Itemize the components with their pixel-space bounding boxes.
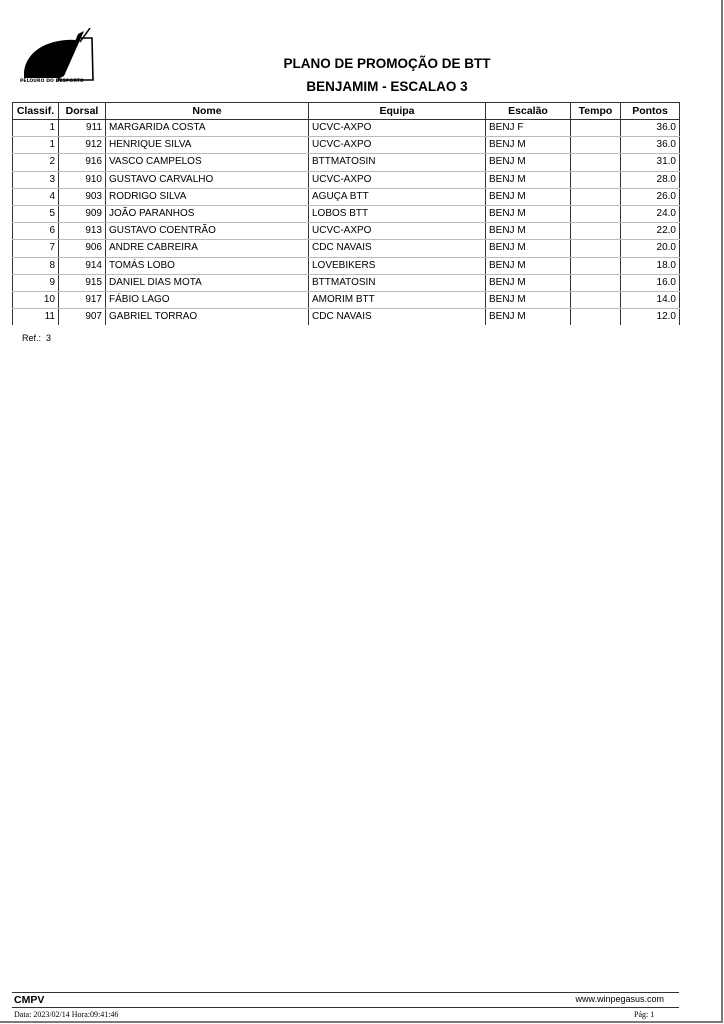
cell-pontos: 20.0 [621,240,680,257]
table-row [13,274,680,291]
cell-pontos: 36.0 [621,120,680,137]
cell-equipa: BTTMATOSIN [309,154,486,171]
cell-tempo [571,154,621,171]
cell-tempo [571,120,621,137]
table-row [13,205,680,222]
table-row [13,171,680,188]
cell-nome: DANIEL DIAS MOTA [106,274,309,291]
cell-tempo [571,257,621,274]
cell-equipa: UCVC-AXPO [309,137,486,154]
cell-nome: GABRIEL TORRAO [106,309,309,326]
cell-classif: 2 [13,154,59,171]
cell-nome: FÁBIO LAGO [106,291,309,308]
cell-pontos: 24.0 [621,205,680,222]
cell-nome: JOÃO PARANHOS [106,205,309,222]
cell-nome: RODRIGO SILVA [106,188,309,205]
cell-equipa: AGUÇA BTT [309,188,486,205]
cell-classif: 6 [13,223,59,240]
cell-pontos: 16.0 [621,274,680,291]
cell-nome: TOMÁS LOBO [106,257,309,274]
footer-divider-bottom [12,1007,679,1008]
table-row [13,137,680,154]
cell-classif: 3 [13,171,59,188]
results-table [12,102,680,325]
page-subtitle: BENJAMIM - ESCALAO 3 [306,79,468,94]
cell-equipa: UCVC-AXPO [309,223,486,240]
logo-text: PELOURO DO DESPORTO [20,79,84,84]
cell-dorsal: 909 [59,205,106,222]
cell-equipa: BTTMATOSIN [309,274,486,291]
cell-nome: GUSTAVO COENTRÃO [106,223,309,240]
table-row [13,188,680,205]
footer-divider [12,992,679,993]
cell-tempo [571,291,621,308]
ref-line [22,333,51,343]
cell-dorsal: 914 [59,257,106,274]
cell-classif: 9 [13,274,59,291]
cell-nome: MARGARIDA COSTA [106,120,309,137]
cell-tempo [571,188,621,205]
cell-pontos: 12.0 [621,309,680,326]
cell-classif: 7 [13,240,59,257]
cell-pontos: 31.0 [621,154,680,171]
cell-tempo [571,274,621,291]
cell-equipa: AMORIM BTT [309,291,486,308]
cell-equipa: LOVEBIKERS [309,257,486,274]
cell-pontos: 22.0 [621,223,680,240]
cell-escalao: BENJ M [486,154,571,171]
cell-tempo [571,223,621,240]
cell-tempo [571,309,621,326]
results-body [13,120,680,326]
cell-pontos: 26.0 [621,188,680,205]
cell-tempo [571,171,621,188]
cell-dorsal: 915 [59,274,106,291]
cell-escalao: BENJ M [486,291,571,308]
footer-website: www.winpegasus.com [575,994,664,1004]
cell-nome: GUSTAVO CARVALHO [106,171,309,188]
cell-classif: 5 [13,205,59,222]
footer-date: Data: 2023/02/14 Hora:09:41:46 [14,1010,119,1019]
cell-pontos: 14.0 [621,291,680,308]
cell-pontos: 28.0 [621,171,680,188]
cell-equipa: LOBOS BTT [309,205,486,222]
cell-pontos: 18.0 [621,257,680,274]
cell-dorsal: 913 [59,223,106,240]
cell-escalao: BENJ M [486,171,571,188]
cell-classif: 1 [13,120,59,137]
col-header-dorsal: Dorsal [59,103,106,120]
table-row [13,309,680,326]
table-row [13,240,680,257]
cell-dorsal: 911 [59,120,106,137]
cell-classif: 4 [13,188,59,205]
table-row [13,291,680,308]
cell-escalao: BENJ M [486,223,571,240]
cell-equipa: CDC NAVAIS [309,309,486,326]
table-row [13,223,680,240]
cell-escalao: BENJ M [486,274,571,291]
cell-dorsal: 910 [59,171,106,188]
col-header-classif: Classif. [13,103,59,120]
cell-dorsal: 906 [59,240,106,257]
cell-tempo [571,137,621,154]
cell-nome: HENRIQUE SILVA [106,137,309,154]
cell-classif: 1 [13,137,59,154]
cell-equipa: UCVC-AXPO [309,171,486,188]
cell-escalao: BENJ M [486,188,571,205]
table-row [13,154,680,171]
cell-escalao: BENJ F [486,120,571,137]
cell-classif: 10 [13,291,59,308]
cell-nome: ANDRE CABREIRA [106,240,309,257]
ref-label: Ref.: [22,333,42,343]
cell-nome: VASCO CAMPELOS [106,154,309,171]
col-header-equipa: Equipa [309,103,486,120]
cell-escalao: BENJ M [486,137,571,154]
table-row [13,120,680,137]
cell-equipa: CDC NAVAIS [309,240,486,257]
page-title: PLANO DE PROMOÇÃO DE BTT [283,56,491,71]
col-header-escalao: Escalão [486,103,571,120]
cell-classif: 11 [13,309,59,326]
col-header-pontos: Pontos [621,103,680,120]
cell-equipa: UCVC-AXPO [309,120,486,137]
cell-pontos: 36.0 [621,137,680,154]
cell-dorsal: 916 [59,154,106,171]
cell-dorsal: 907 [59,309,106,326]
cell-escalao: BENJ M [486,240,571,257]
pelouro-do-desporto-logo-icon [20,28,98,86]
cell-classif: 8 [13,257,59,274]
cell-tempo [571,240,621,257]
cell-dorsal: 917 [59,291,106,308]
col-header-tempo: Tempo [571,103,621,120]
cell-escalao: BENJ M [486,205,571,222]
footer-brand: CMPV [14,994,45,1006]
cell-dorsal: 903 [59,188,106,205]
table-row [13,257,680,274]
cell-dorsal: 912 [59,137,106,154]
cell-tempo [571,205,621,222]
cell-escalao: BENJ M [486,257,571,274]
cell-escalao: BENJ M [486,309,571,326]
table-header-row [13,103,680,120]
footer-page-number: Pág: 1 [634,1010,655,1019]
ref-value: 3 [46,333,52,343]
col-header-nome: Nome [106,103,309,120]
